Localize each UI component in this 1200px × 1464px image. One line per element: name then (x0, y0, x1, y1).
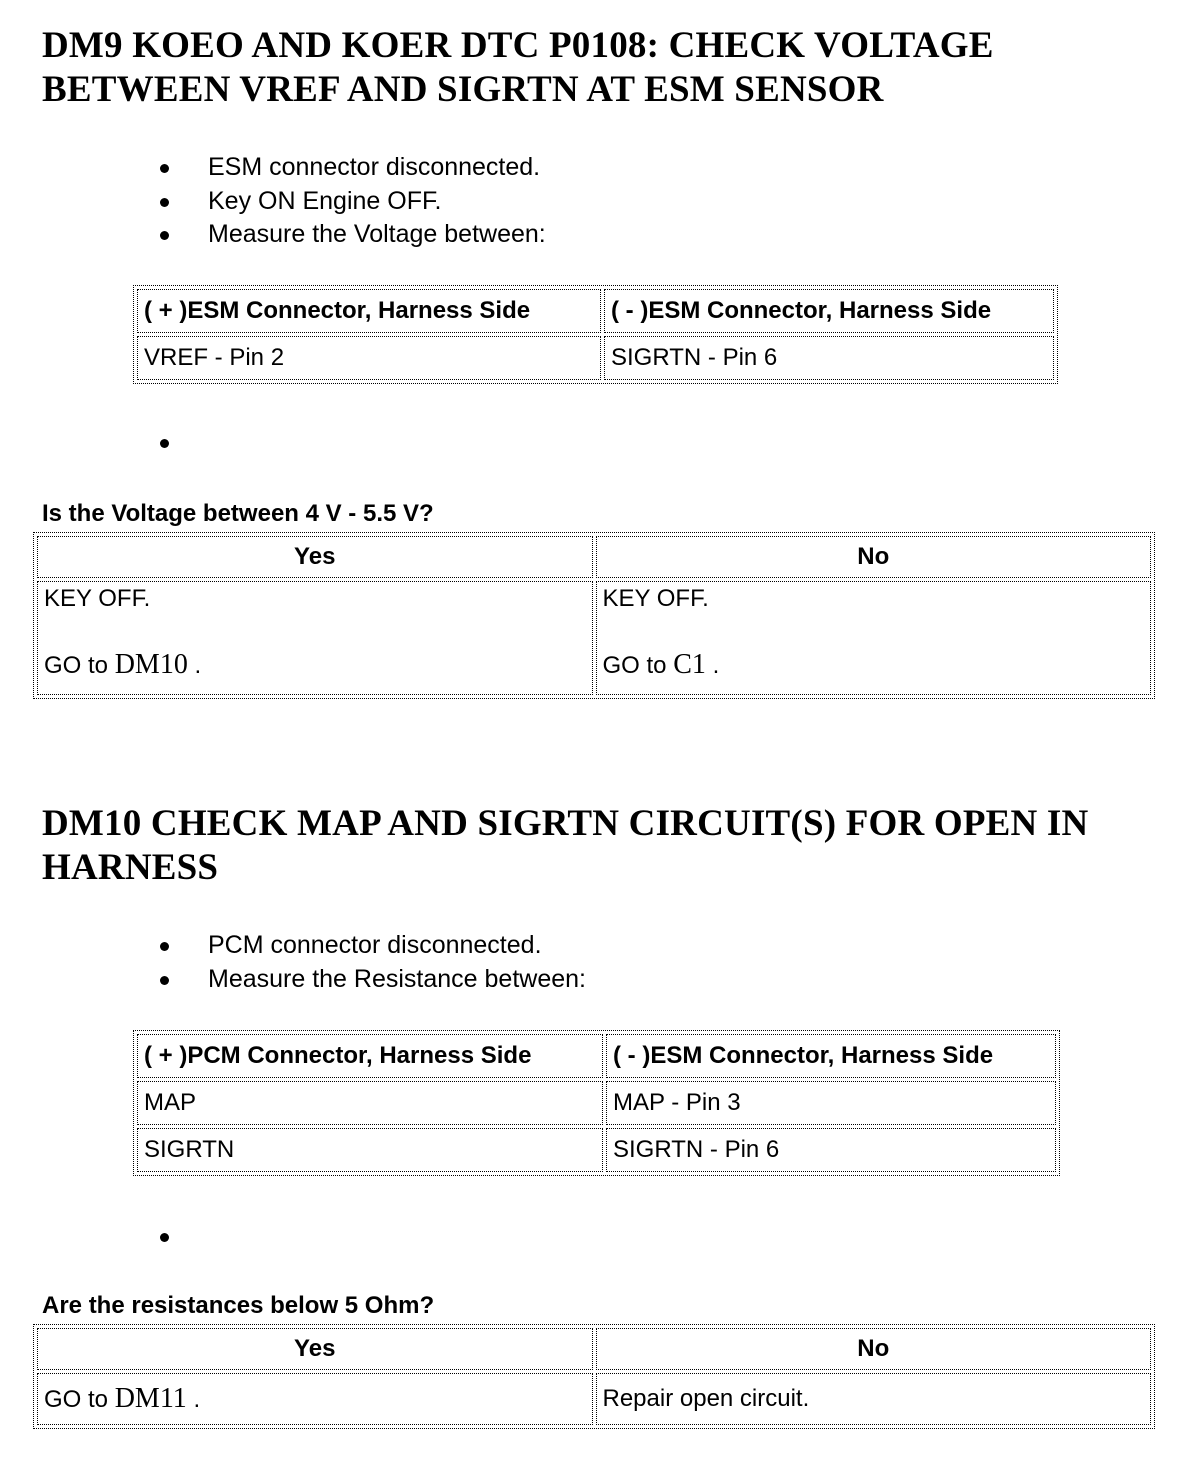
table-cell: SIGRTN - Pin 6 (606, 1128, 1056, 1172)
goto-link-c1[interactable]: C1 (673, 649, 706, 680)
yes-goto-line (44, 1382, 586, 1417)
no-header: No (596, 1328, 1152, 1370)
no-goto-line (603, 648, 1145, 683)
goto-prefix: GO to (44, 1385, 109, 1413)
dm10-connector-table (133, 1030, 1060, 1176)
list-item: Measure the Voltage between: (150, 218, 546, 252)
table-row (137, 336, 1054, 380)
no-action-text: KEY OFF. (602, 585, 709, 612)
dm9-answer-table (33, 532, 1155, 699)
table-row (37, 1373, 1151, 1425)
table-header-row (137, 1034, 1056, 1078)
table-header-row (37, 536, 1151, 578)
dm9-connector-table (133, 285, 1058, 384)
no-cell (596, 1373, 1152, 1425)
table-cell: SIGRTN (137, 1128, 603, 1172)
goto-suffix: . (194, 652, 202, 679)
goto-link-dm11[interactable]: DM11 (114, 1382, 187, 1414)
table-row (137, 1081, 1056, 1125)
yes-cell (37, 581, 593, 695)
table-header-cell: ( - )ESM Connector, Harness Side (606, 1034, 1056, 1078)
no-header: No (596, 536, 1152, 578)
bullet-marker (160, 439, 169, 448)
table-header-row (37, 1328, 1151, 1370)
goto-prefix: GO to (44, 652, 109, 679)
dm10-title: DM10 CHECK MAP AND SIGRTN CIRCUIT(S) FOR OPEN IN HARNESS (42, 803, 1089, 888)
list-item: PCM connector disconnected. (150, 929, 586, 963)
table-row (137, 1128, 1056, 1172)
list-item: Measure the Resistance between: (150, 963, 586, 997)
yes-header: Yes (37, 1328, 593, 1370)
table-cell: MAP (137, 1081, 603, 1125)
dm9-question: Is the Voltage between 4 V - 5.5 V? (42, 500, 434, 527)
table-header-cell: ( - )ESM Connector, Harness Side (604, 289, 1054, 333)
dm10-question: Are the resistances below 5 Ohm? (42, 1292, 435, 1319)
yes-goto-line (44, 648, 586, 683)
list-item: ESM connector disconnected. (150, 151, 546, 185)
bullet-marker (160, 1233, 169, 1242)
table-cell: VREF - Pin 2 (137, 336, 601, 380)
yes-header: Yes (37, 536, 593, 578)
table-header-cell: ( + )ESM Connector, Harness Side (137, 289, 601, 333)
goto-suffix: . (193, 1385, 201, 1413)
yes-cell (37, 1373, 593, 1425)
goto-suffix: . (712, 652, 720, 679)
dm9-bullet-list (150, 151, 546, 252)
dm9-title: DM9 KOEO AND KOER DTC P0108: CHECK VOLTAGE BETWEEN VREF AND SIGRTN AT ESM SENSOR (42, 25, 994, 110)
goto-prefix: GO to (602, 652, 667, 679)
table-cell: SIGRTN - Pin 6 (604, 336, 1054, 380)
table-row (37, 581, 1151, 695)
goto-link-dm10[interactable]: DM10 (114, 649, 188, 680)
no-action-text: Repair open circuit. (602, 1385, 810, 1412)
yes-action-text: KEY OFF. (44, 585, 151, 612)
dm10-bullet-list (150, 929, 586, 996)
table-header-row (137, 289, 1054, 333)
table-header-cell: ( + )PCM Connector, Harness Side (137, 1034, 603, 1078)
dm10-answer-table (33, 1324, 1155, 1429)
table-cell: MAP - Pin 3 (606, 1081, 1056, 1125)
no-cell (596, 581, 1152, 695)
list-item: Key ON Engine OFF. (150, 185, 546, 219)
